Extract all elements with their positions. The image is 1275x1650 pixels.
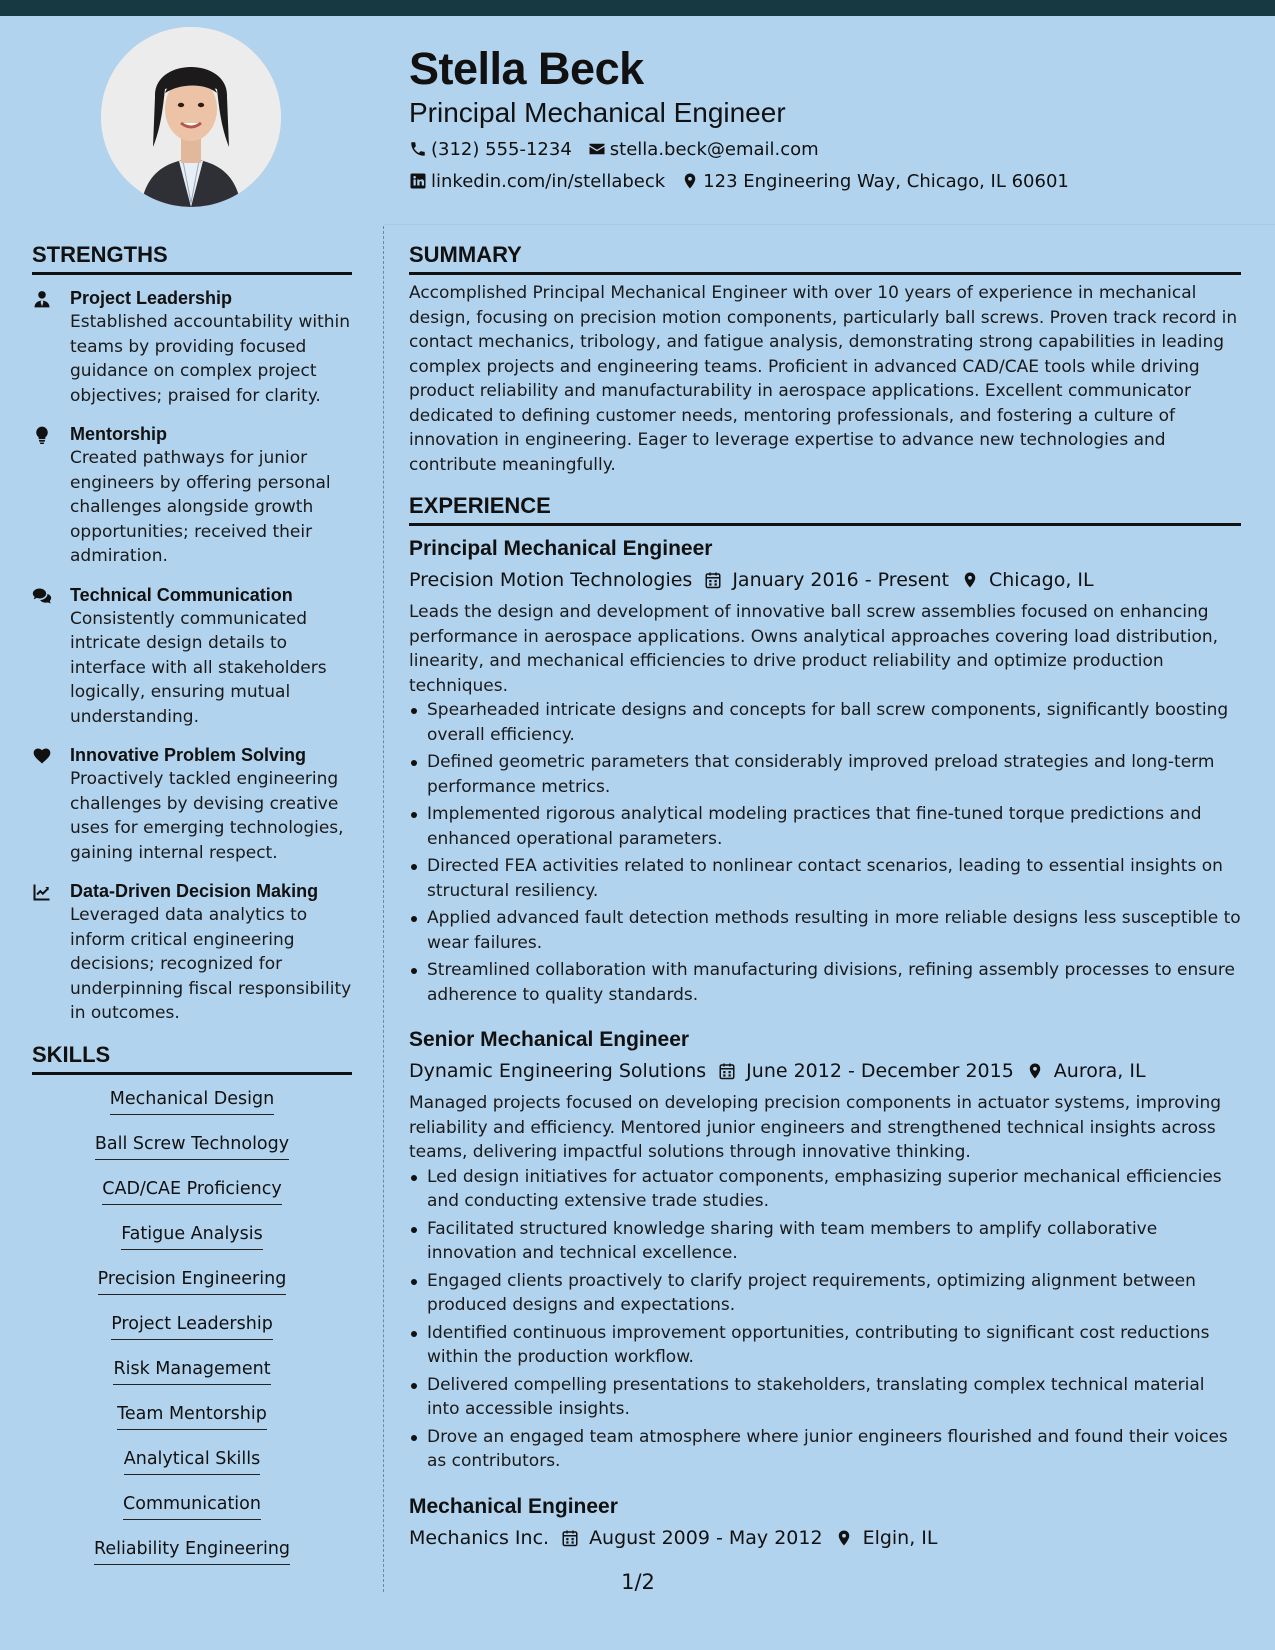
strength-item bbox=[32, 743, 352, 865]
skill-tag: Reliability Engineering bbox=[94, 1537, 290, 1565]
job-entry bbox=[409, 1492, 1241, 1554]
strength-item bbox=[32, 422, 352, 569]
strength-description: Leveraged data analytics to inform critical engineering decisions; recognized for underpinning fiscal responsibility in outcomes. bbox=[70, 905, 352, 1023]
candidate-name: Stella Beck bbox=[409, 43, 644, 94]
job-meta bbox=[409, 564, 1241, 596]
job-company: Dynamic Engineering Solutions bbox=[409, 1060, 707, 1082]
map-marker-icon bbox=[681, 172, 699, 190]
calendar-icon bbox=[704, 571, 722, 589]
skill-tag: CAD/CAE Proficiency bbox=[102, 1177, 281, 1205]
skill-tag: Ball Screw Technology bbox=[95, 1132, 289, 1160]
header-divider bbox=[384, 224, 1275, 225]
user-tie-icon bbox=[32, 289, 52, 309]
job-location: Chicago, IL bbox=[988, 569, 1094, 591]
job-location: Elgin, IL bbox=[862, 1526, 938, 1549]
strength-description: Established accountability within teams by providing focused guidance on complex project objectives; praised for clarity. bbox=[70, 312, 351, 406]
chart-line-icon bbox=[32, 882, 52, 902]
skill-tag: Precision Engineering bbox=[98, 1267, 287, 1295]
strength-title: Technical Communication bbox=[70, 584, 293, 605]
job-description: Managed projects focused on developing precision components in actuator systems, improving reliability and efficiency. Mentored junior engineers and strengthened technical insights across teams, delivering impactful solutions through innovative thinking. bbox=[409, 1093, 1222, 1162]
map-marker-icon bbox=[835, 1529, 853, 1547]
strength-title: Project Leadership bbox=[70, 288, 233, 308]
phone-contact bbox=[409, 139, 572, 160]
job-location-group bbox=[835, 1522, 938, 1554]
top-bar bbox=[0, 0, 1275, 16]
bullet-item: Identified continuous improvement opportunities, contributing to significant cost reductions within the production workflow. bbox=[409, 1321, 1241, 1370]
comments-icon bbox=[32, 586, 52, 606]
bullet-item: Drove an engaged team atmosphere where junior engineers flourished and found their voices as contributors. bbox=[409, 1425, 1241, 1474]
map-marker-icon bbox=[961, 571, 979, 589]
strength-title: Data-Driven Decision Making bbox=[70, 881, 319, 901]
job-dates-group bbox=[718, 1055, 1014, 1087]
linkedin-icon bbox=[409, 172, 427, 190]
address-contact bbox=[681, 171, 1069, 192]
strength-item bbox=[32, 583, 352, 730]
page-number: 1/2 bbox=[621, 1570, 655, 1594]
job-company: Mechanics Inc. bbox=[409, 1526, 550, 1549]
bullet-item: Delivered compelling presentations to stakeholders, translating complex technical material into accessible insights. bbox=[409, 1373, 1241, 1422]
contact-row-2 bbox=[409, 165, 1249, 197]
skills-heading: SKILLS bbox=[32, 1040, 352, 1075]
email-text: stella.beck@email.com bbox=[609, 138, 819, 160]
map-marker-icon bbox=[1026, 1062, 1044, 1080]
skill-tag: Analytical Skills bbox=[124, 1447, 260, 1475]
column-divider bbox=[383, 226, 384, 1592]
candidate-title: Principal Mechanical Engineer bbox=[409, 97, 786, 128]
contact-row-1 bbox=[409, 133, 1249, 165]
job-title: Senior Mechanical Engineer bbox=[409, 1028, 690, 1051]
strength-item bbox=[32, 286, 352, 408]
left-column bbox=[32, 240, 352, 1582]
job-entry bbox=[409, 1025, 1241, 1474]
strength-title: Innovative Problem Solving bbox=[70, 745, 307, 765]
skill-tag: Fatigue Analysis bbox=[121, 1222, 263, 1250]
strength-description: Proactively tackled engineering challenges by devising creative uses for emerging technologies, gaining internal respect. bbox=[70, 769, 344, 863]
bullet-item: Engaged clients proactively to clarify project requirements, optimizing alignment between produced designs and expectations. bbox=[409, 1269, 1241, 1318]
job-bullets bbox=[409, 1165, 1241, 1474]
skill-tag: Project Leadership bbox=[111, 1312, 273, 1340]
bullet-item: Implemented rigorous analytical modeling practices that fine-tuned torque predictions and enhanced operational parameters. bbox=[409, 802, 1241, 851]
job-dates: August 2009 - May 2012 bbox=[589, 1526, 823, 1549]
calendar-icon bbox=[718, 1062, 736, 1080]
lightbulb-icon bbox=[32, 425, 52, 445]
profile-photo bbox=[101, 27, 281, 207]
skills-section bbox=[32, 1040, 352, 1582]
summary-heading: SUMMARY bbox=[409, 240, 1241, 275]
job-title: Principal Mechanical Engineer bbox=[409, 537, 713, 560]
linkedin-text: linkedin.com/in/stellabeck bbox=[431, 170, 666, 192]
job-location-group bbox=[1026, 1055, 1146, 1087]
job-dates: January 2016 - Present bbox=[732, 569, 949, 591]
phone-icon bbox=[409, 140, 427, 158]
envelope-icon bbox=[588, 140, 606, 158]
linkedin-contact bbox=[409, 171, 665, 192]
address-text: 123 Engineering Way, Chicago, IL 60601 bbox=[703, 170, 1069, 192]
bullet-item: Applied advanced fault detection methods resulting in more reliable designs less susceptible to wear failures. bbox=[409, 906, 1241, 955]
job-location-group bbox=[961, 564, 1094, 596]
bullet-item: Streamlined collaboration with manufacturing divisions, refining assembly processes to ensure adherence to quality standards. bbox=[409, 958, 1241, 1007]
resume-header bbox=[409, 40, 1249, 197]
bullet-item: Directed FEA activities related to nonlinear contact scenarios, leading to essential insights on structural resiliency. bbox=[409, 854, 1241, 903]
calendar-icon bbox=[561, 1529, 579, 1547]
experience-heading: EXPERIENCE bbox=[409, 491, 1241, 526]
job-dates-group bbox=[704, 564, 949, 596]
job-entry bbox=[409, 534, 1241, 1007]
job-bullets bbox=[409, 698, 1241, 1007]
skill-tag: Communication bbox=[123, 1492, 261, 1520]
skill-tag: Mechanical Design bbox=[110, 1087, 274, 1115]
job-meta bbox=[409, 1522, 1241, 1554]
job-meta bbox=[409, 1055, 1241, 1087]
strengths-list bbox=[32, 286, 352, 1026]
skills-list bbox=[32, 1087, 352, 1582]
job-dates: June 2012 - December 2015 bbox=[746, 1060, 1014, 1082]
strength-item bbox=[32, 879, 352, 1026]
phone-text: (312) 555-1234 bbox=[431, 138, 572, 160]
strength-description: Created pathways for junior engineers by offering personal challenges alongside growth opportunities; received their admiration. bbox=[70, 448, 331, 566]
strengths-heading: STRENGTHS bbox=[32, 240, 352, 275]
job-title: Mechanical Engineer bbox=[409, 1494, 618, 1518]
bullet-item: Defined geometric parameters that considerably improved preload strategies and long-term performance metrics. bbox=[409, 750, 1241, 799]
strength-title: Mentorship bbox=[70, 424, 167, 444]
bullet-item: Led design initiatives for actuator components, emphasizing superior mechanical efficiencies and conducting extensive trade studies. bbox=[409, 1165, 1241, 1214]
strength-description: Consistently communicated intricate design details to interface with all stakeholders logically, ensuring mutual understanding. bbox=[70, 608, 327, 727]
job-description: Leads the design and development of innovative ball screw assemblies focused on enhancing performance in aerospace applications. Owns analytical approaches covering load distribution, linearity, and mechanical efficiencies to drive product reliability and optimize production techniques. bbox=[409, 602, 1219, 696]
skill-tag: Team Mentorship bbox=[117, 1402, 267, 1430]
email-contact bbox=[588, 139, 819, 160]
bullet-item: Facilitated structured knowledge sharing with team members to amplify collaborative innovation and technical excellence. bbox=[409, 1217, 1241, 1266]
heart-icon bbox=[32, 746, 52, 766]
right-column bbox=[409, 240, 1241, 1554]
skill-tag: Risk Management bbox=[113, 1357, 270, 1385]
job-dates-group bbox=[561, 1522, 823, 1554]
bullet-item: Spearheaded intricate designs and concepts for ball screw components, significantly boosting overall efficiency. bbox=[409, 698, 1241, 747]
experience-section bbox=[409, 491, 1241, 1554]
job-company: Precision Motion Technologies bbox=[409, 569, 693, 591]
summary-text: Accomplished Principal Mechanical Engineer with over 10 years of experience in mechanical design, focusing on precision motion components, particularly ball screws. Proven track record in contact mechanics, tribology, and fatigue analysis, demonstrating strong capabilities in leading complex projects and engineering teams. Proficient in advanced CAD/CAE tools while driving product reliability and manufacturability in aerospace applications. Excellent communicator dedicated to defining customer needs, mentoring professionals, and fostering a culture of innovation in engineering. Eager to leverage expertise to advance new technologies and contribute meaningfully. bbox=[409, 283, 1238, 475]
job-location: Aurora, IL bbox=[1053, 1060, 1146, 1082]
